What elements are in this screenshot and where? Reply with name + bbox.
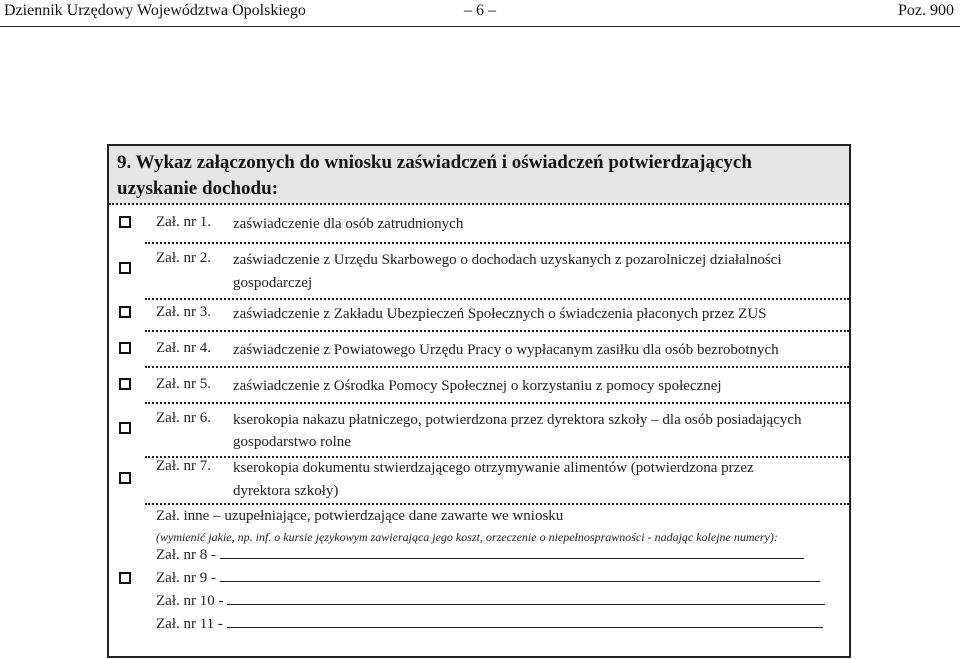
page-header — [0, 0, 960, 27]
checkbox-zal-inne[interactable] — [119, 572, 131, 584]
separator — [145, 242, 849, 244]
form-title-band — [109, 144, 849, 204]
attachment-number: Zał. nr 6. — [156, 410, 211, 426]
checkbox-zal-4[interactable] — [119, 342, 131, 354]
extra-attachment-label: Zał. nr 9 - — [156, 570, 216, 586]
extra-attachment-label: Zał. nr 11 - — [156, 616, 223, 632]
separator — [145, 402, 849, 404]
attachment-number: Zał. nr 1. — [156, 214, 211, 230]
attachment-description: kserokopia nakazu płatniczego, potwierdzona przez dyrektora szkoły – dla osób posiadających — [233, 412, 802, 428]
form-title-line-1: 9. Wykaz załączonych do wniosku zaświadczeń i oświadczeń potwierdzających — [117, 152, 752, 173]
attachment-number: Zał. nr 4. — [156, 340, 211, 356]
attachment-description: zaświadczenie z Zakładu Ubezpieczeń Społecznych o świadczenia płaconych przez ZUS — [233, 306, 767, 322]
extra-attachment-row — [156, 615, 823, 633]
attachment-number: Zał. nr 5. — [156, 376, 211, 392]
separator — [109, 203, 849, 205]
position-number: Poz. 900 — [898, 2, 954, 19]
checkbox-zal-1[interactable] — [119, 216, 131, 228]
separator — [145, 366, 849, 368]
attachments-form — [107, 144, 851, 658]
checkbox-zal-2[interactable] — [119, 262, 131, 274]
separator — [145, 503, 849, 505]
attachment-description: zaświadczenie z Powiatowego Urzędu Pracy o wypłacanym zasiłku dla osób bezrobotnych — [233, 342, 779, 358]
extra-attachment-row — [156, 592, 825, 610]
checkbox-zal-6[interactable] — [119, 422, 131, 434]
separator — [145, 298, 849, 300]
extra-attachment-input[interactable] — [227, 615, 823, 628]
checkbox-zal-3[interactable] — [119, 306, 131, 318]
checkbox-zal-5[interactable] — [119, 378, 131, 390]
extra-attachment-row — [156, 569, 820, 587]
form-title — [117, 150, 837, 202]
attachment-description: zaświadczenie dla osób zatrudnionych — [233, 216, 464, 232]
other-attachments-label: Zał. inne – uzupełniające, potwierdzające dane zawarte we wniosku — [156, 508, 564, 524]
extra-attachment-row — [156, 546, 804, 564]
attachment-number: Zał. nr 2. — [156, 250, 211, 266]
extra-attachment-input[interactable] — [220, 546, 804, 559]
attachment-description-cont: dyrektora szkoły) — [233, 483, 339, 499]
attachment-number: Zał. nr 3. — [156, 304, 211, 320]
attachment-description: kserokopia dokumentu stwierdzającego otrzymywanie alimentów (potwierdzona przez — [233, 460, 754, 476]
extra-attachment-input[interactable] — [220, 569, 820, 582]
attachment-number: Zał. nr 7. — [156, 458, 211, 474]
form-title-line-2: uzyskanie dochodu: — [117, 178, 279, 199]
extra-attachment-label: Zał. nr 10 - — [156, 593, 224, 609]
extra-attachment-label: Zał. nr 8 - — [156, 547, 216, 563]
attachment-description-cont: gospodarczej — [233, 275, 313, 291]
separator — [145, 330, 849, 332]
page-number: – 6 – — [464, 2, 496, 19]
attachment-description: zaświadczenie z Urzędu Skarbowego o dochodach uzyskanych z pozarolniczej działalności — [233, 252, 782, 268]
attachment-description-cont: gospodarstwo rolne — [233, 434, 351, 450]
attachment-description: zaświadczenie z Ośrodka Pomocy Społecznej o korzystaniu z pomocy społecznej — [233, 378, 722, 394]
form-bottom-border — [109, 656, 849, 658]
journal-title: Dziennik Urzędowy Województwa Opolskiego — [4, 2, 306, 19]
extra-attachment-input[interactable] — [227, 592, 825, 605]
checkbox-zal-7[interactable] — [119, 472, 131, 484]
other-attachments-note: (wymienić jakie, np. inf. o kursie językowym zawierająca jego koszt, orzeczenie o niepełnosprawności - nadając kolejne numery): — [156, 530, 778, 544]
